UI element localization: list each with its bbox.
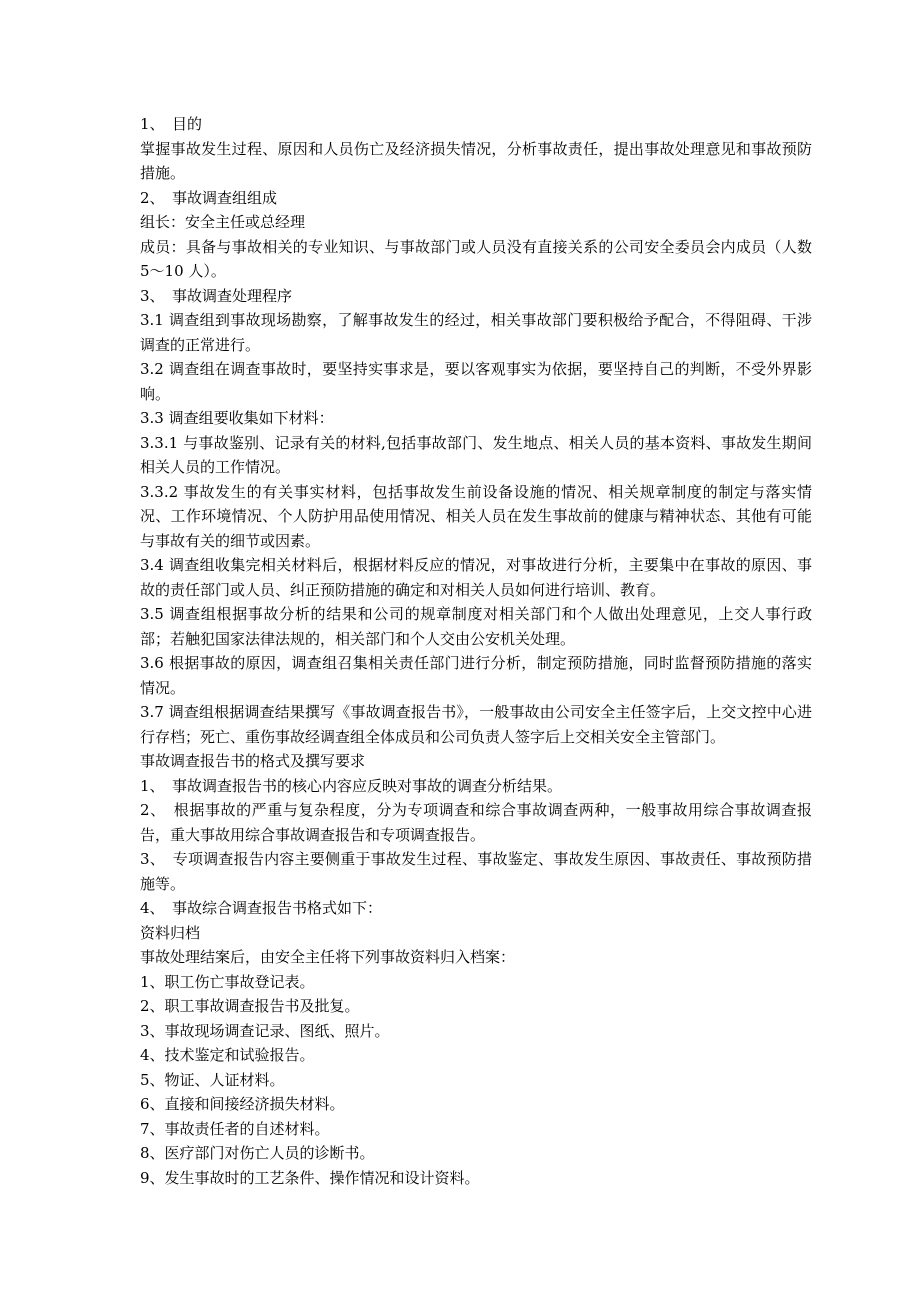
paragraph-purpose: 掌握事故发生过程、原因和人员伤亡及经济损失情况，分析事故责任，提出事故处理意见和事故预防措施。: [140, 139, 812, 182]
archive-item-2: 2、职工事故调查报告书及批复。: [140, 997, 360, 1015]
archive-item-4: 4、技术鉴定和试验报告。: [140, 1046, 315, 1064]
paragraph-team-leader: 组长：安全主任或总经理: [140, 213, 306, 231]
report-item-1: 1、 事故调查报告书的核心内容应反映对事故的调查分析结果。: [140, 776, 563, 795]
archive-item-3: 3、事故现场调查记录、图纸、照片。: [140, 1021, 390, 1040]
paragraph-3-2: 3.2 调查组在调查事故时，要坚持实事求是，要以客观事实为依据，要坚持自己的判断，不受外界影响。: [140, 360, 812, 403]
archive-item-6: 6、直接和间接经济损失材料。: [140, 1095, 345, 1113]
paragraph-archive-intro: 事故处理结案后，由安全主任将下列事故资料归入档案：: [140, 948, 516, 966]
archive-item-8: 8、医疗部门对伤亡人员的诊断书。: [140, 1144, 375, 1162]
paragraph-3-5: 3.5 调查组根据事故分析的结果和公司的规章制度对相关部门和个人做出处理意见，上交人事行政部；若触犯国家法律法规的，相关部门和个人交由公安机关处理。: [140, 605, 812, 648]
document-body: [140, 112, 812, 1190]
paragraph-3-4: 3.4 调查组收集完相关材料后，根据材料反应的情况，对事故进行分析，主要集中在事故的原因、事故的责任部门或人员、纠正预防措施的确定和对相关人员如何进行培训、教育。: [140, 556, 812, 599]
paragraph-team-members: 成员：具备与事故相关的专业知识、与事故部门或人员没有直接关系的公司安全委员会内成员（人数 5～10 人）。: [140, 237, 812, 280]
heading-procedure: 3、 事故调查处理程序: [140, 286, 293, 305]
archive-item-5: 5、物证、人证材料。: [140, 1070, 285, 1089]
archive-item-1: 1、职工伤亡事故登记表。: [140, 972, 315, 991]
paragraph-3-1: 3.1 调查组到事故现场勘察，了解事故发生的经过，相关事故部门要积极给予配合，不得阻碍、干涉调查的正常进行。: [140, 311, 812, 354]
archive-item-9: 9、发生事故时的工艺条件、操作情况和设计资料。: [140, 1168, 480, 1187]
paragraph-3-3-2: 3.3.2 事故发生的有关事实材料，包括事故发生前设备设施的情况、相关规章制度的制定与落实情况、工作环境情况、个人防护用品使用情况、相关人员在发生事故前的健康与精神状态、其他有可能与事故有关的细节或因素。: [140, 482, 812, 550]
heading-team: 2、 事故调查组组成: [140, 188, 278, 207]
heading-purpose: 1、 目的: [140, 115, 203, 133]
archive-item-7: 7、事故责任者的自述材料。: [140, 1119, 330, 1138]
report-item-2: 2、 根据事故的严重与复杂程度，分为专项调查和综合事故调查两种，一般事故用综合事故调查报告，重大事故用综合事故调查报告和专项调查报告。: [140, 801, 812, 844]
paragraph-3-3-1: 3.3.1 与事故鉴别、记录有关的材料,包括事故部门、发生地点、相关人员的基本资料、事故发生期间相关人员的工作情况。: [140, 433, 812, 476]
paragraph-3-6: 3.6 根据事故的原因，调查组召集相关责任部门进行分析，制定预防措施，同时监督预防措施的落实情况。: [140, 654, 812, 697]
paragraph-3-3: 3.3 调查组要收集如下材料：: [140, 409, 334, 427]
heading-archive: 资料归档: [140, 923, 201, 942]
heading-report-format: 事故调查报告书的格式及撰写要求: [140, 752, 366, 770]
report-item-3: 3、 专项调查报告内容主要侧重于事故发生过程、事故鉴定、事故发生原因、事故责任、事故预防措施等。: [140, 850, 812, 893]
paragraph-3-7: 3.7 调查组根据调查结果撰写《事故调查报告书》，一般事故由公司安全主任签字后，上交文控中心进行存档；死亡、重伤事故经调查组全体成员和公司负责人签字后上交相关安全主管部门。: [140, 703, 812, 746]
report-item-4: 4、 事故综合调查报告书格式如下：: [140, 899, 383, 917]
